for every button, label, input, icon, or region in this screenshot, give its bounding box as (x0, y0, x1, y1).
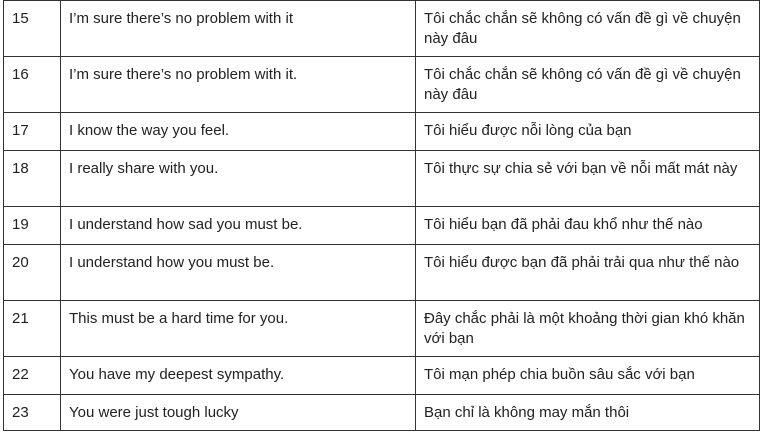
vietnamese-translation-cell: Tôi hiểu được nỗi lòng của bạn (416, 113, 760, 151)
vietnamese-translation-cell: Bạn chỉ là không may mắn thôi (416, 395, 760, 431)
english-phrase-cell: I understand how you must be. (61, 245, 416, 301)
table-row (4, 1, 760, 57)
table-row (4, 113, 760, 151)
row-number-cell: 17 (4, 113, 61, 151)
vietnamese-translation-cell: Tôi thực sự chia sẻ với bạn về nỗi mất mát này (416, 151, 760, 207)
row-number-cell: 20 (4, 245, 61, 301)
vietnamese-translation-cell: Tôi mạn phép chia buồn sâu sắc với bạn (416, 357, 760, 395)
english-phrase-cell: I’m sure there’s no problem with it (61, 1, 416, 57)
english-phrase-cell: I really share with you. (61, 151, 416, 207)
table-row (4, 301, 760, 357)
row-number-cell: 16 (4, 57, 61, 113)
table-row (4, 395, 760, 431)
vietnamese-translation-cell: Tôi chắc chắn sẽ không có vấn đề gì về chuyện này đâu (416, 57, 760, 113)
row-number-cell: 15 (4, 1, 61, 57)
vietnamese-translation-cell: Tôi hiểu bạn đã phải đau khổ như thế nào (416, 207, 760, 245)
phrase-table (3, 0, 760, 431)
english-phrase-cell: You have my deepest sympathy. (61, 357, 416, 395)
table-row (4, 357, 760, 395)
table-row (4, 57, 760, 113)
english-phrase-cell: You were just tough lucky (61, 395, 416, 431)
vietnamese-translation-cell: Tôi hiểu được bạn đã phải trải qua như thế nào (416, 245, 760, 301)
english-phrase-cell: I know the way you feel. (61, 113, 416, 151)
table-row (4, 207, 760, 245)
english-phrase-cell: I’m sure there’s no problem with it. (61, 57, 416, 113)
table-row (4, 151, 760, 207)
vietnamese-translation-cell: Đây chắc phải là một khoảng thời gian khó khăn với bạn (416, 301, 760, 357)
table-row (4, 245, 760, 301)
row-number-cell: 19 (4, 207, 61, 245)
row-number-cell: 18 (4, 151, 61, 207)
row-number-cell: 23 (4, 395, 61, 431)
english-phrase-cell: This must be a hard time for you. (61, 301, 416, 357)
vietnamese-translation-cell: Tôi chắc chắn sẽ không có vấn đề gì về chuyện này đâu (416, 1, 760, 57)
english-phrase-cell: I understand how sad you must be. (61, 207, 416, 245)
row-number-cell: 21 (4, 301, 61, 357)
row-number-cell: 22 (4, 357, 61, 395)
